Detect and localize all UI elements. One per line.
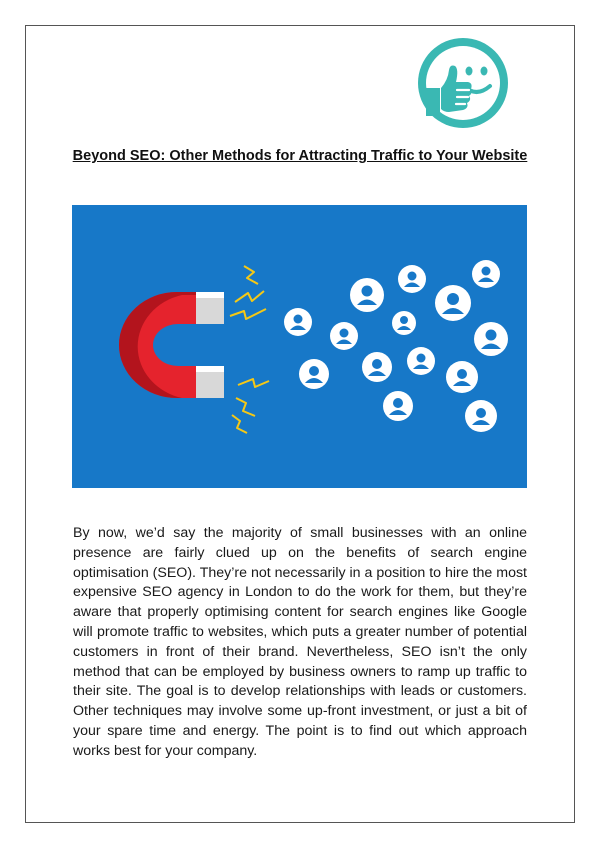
magnet-attracting-users-icon: [72, 205, 527, 488]
article-body: By now, we’d say the majority of small businesses with an online presence are fairly clued up on the benefits of search engine optimisation (SEO). They’re not necessarily in a position to hire the most expensive SEO agency in London to do the work for them, but they’re aware that properly optimising content for search engines like Google will promote traffic to websites, which puts a greater number of potential customers in front of their brand. Nevertheless, SEO isn’t the only method that can be employed by business owners to ramp up traffic to their site. The goal is to develop relationships with leads or customers. Other techniques may involve some up-front investment, or just a bit of your spare time and energy. The point is to find out which approach works best for your company.: [73, 525, 527, 759]
page-title: Beyond SEO: Other Methods for Attracting Traffic to Your Website: [72, 148, 528, 164]
thumbs-up-smiley-icon: [416, 36, 510, 130]
